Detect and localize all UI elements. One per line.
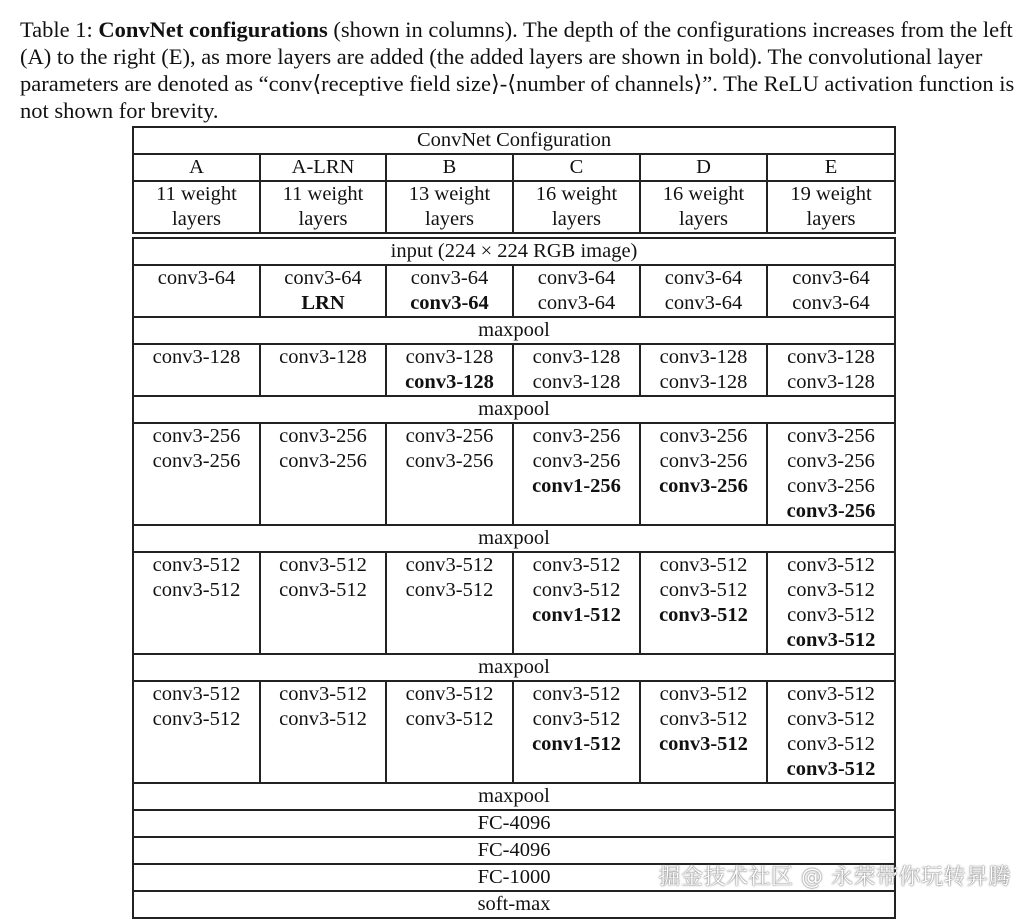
tail-row-cell-row xyxy=(133,891,895,918)
layer-cell xyxy=(640,423,767,525)
layer-cell xyxy=(640,552,767,654)
depth-text: 16 weight xyxy=(535,183,618,205)
depth-text: layers xyxy=(298,208,348,230)
depth-cell xyxy=(260,181,386,233)
layer-cell xyxy=(260,344,386,396)
layer-cell xyxy=(133,344,260,396)
layer-cell xyxy=(767,681,895,783)
layer: conv3-128 xyxy=(152,346,241,368)
layer-block-row xyxy=(133,265,895,317)
maxpool-row-cell-row xyxy=(133,654,895,681)
layer-cell xyxy=(260,681,386,783)
convnet-config-table xyxy=(132,126,896,919)
depth-text: 11 weight xyxy=(282,183,364,205)
layer-block-row xyxy=(133,552,895,654)
input-row-cell: input (224 × 224 RGB image) xyxy=(133,238,895,265)
table-header: ConvNet Configuration xyxy=(133,127,895,154)
maxpool-row-cell-row xyxy=(133,525,895,552)
tail-row-cell: FC-4096 xyxy=(133,810,895,837)
layer: conv3-64 xyxy=(410,267,489,289)
tail-row-cell: soft-max xyxy=(133,891,895,918)
added-layer: conv1-512 xyxy=(532,604,621,626)
maxpool-row-cell: maxpool xyxy=(133,783,895,810)
added-layer: LRN xyxy=(301,292,345,314)
layer-cell xyxy=(386,423,513,525)
layer: conv3-64 xyxy=(157,267,236,289)
tail-row-cell-row xyxy=(133,810,895,837)
depth-text: layers xyxy=(425,208,474,230)
column-name: E xyxy=(767,154,895,181)
layer: conv3-512 xyxy=(787,604,875,626)
maxpool-row-cell-row xyxy=(133,783,895,810)
added-layer: conv3-512 xyxy=(659,604,748,626)
depth-cell xyxy=(513,181,640,233)
layer-cell xyxy=(513,265,640,317)
added-layer: conv3-256 xyxy=(786,500,876,522)
layer-cell xyxy=(767,344,895,396)
layer-cell xyxy=(640,265,767,317)
layer: conv3-256 xyxy=(405,450,494,472)
maxpool-row-cell-row xyxy=(133,317,895,344)
depth-cell xyxy=(386,181,513,233)
layer: conv3-256 xyxy=(279,425,367,447)
layer-cell xyxy=(513,344,640,396)
layer: conv3-128 xyxy=(659,346,748,368)
layer: conv3-512 xyxy=(787,579,875,601)
added-layer: conv3-512 xyxy=(786,758,876,780)
layer-cell xyxy=(133,265,260,317)
layer: conv3-512 xyxy=(405,579,494,601)
layer: conv3-256 xyxy=(787,475,875,497)
depth-row xyxy=(133,181,895,233)
layer: conv3-512 xyxy=(787,554,875,576)
added-layer: conv1-256 xyxy=(532,475,621,497)
maxpool-row-cell: maxpool xyxy=(133,396,895,423)
layer: conv3-256 xyxy=(659,425,748,447)
depth-text: layers xyxy=(552,208,601,230)
column-name: C xyxy=(513,154,640,181)
depth-cell xyxy=(767,181,895,233)
layer: conv3-512 xyxy=(532,683,621,705)
layer: conv3-128 xyxy=(787,346,875,368)
layer: conv3-256 xyxy=(787,425,875,447)
column-names-row xyxy=(133,154,895,181)
layer-cell xyxy=(640,681,767,783)
column-name: B xyxy=(386,154,513,181)
caption-prefix: Table 1: xyxy=(20,17,99,42)
input-row-cell-row xyxy=(133,238,895,265)
maxpool-row-cell: maxpool xyxy=(133,654,895,681)
added-layer: conv3-512 xyxy=(659,733,748,755)
layer-cell xyxy=(133,681,260,783)
depth-text: layers xyxy=(172,208,221,230)
layer: conv3-512 xyxy=(279,579,367,601)
depth-text: 11 weight xyxy=(156,183,237,205)
layer: conv3-512 xyxy=(152,683,241,705)
layer: conv3-64 xyxy=(792,267,870,289)
caption-title: ConvNet configurations xyxy=(98,17,328,42)
maxpool-row-cell-row xyxy=(133,396,895,423)
added-layer: conv3-512 xyxy=(786,629,876,651)
layer: conv3-512 xyxy=(787,683,875,705)
layer-block-row xyxy=(133,681,895,783)
depth-text: layers xyxy=(679,208,728,230)
layer: conv3-512 xyxy=(152,579,241,601)
layer: conv3-512 xyxy=(152,554,241,576)
layer: conv3-256 xyxy=(532,450,621,472)
layer: conv3-512 xyxy=(659,683,748,705)
added-layer: conv1-512 xyxy=(532,733,621,755)
column-name: A xyxy=(133,154,260,181)
layer-cell xyxy=(513,423,640,525)
layer: conv3-64 xyxy=(537,292,616,314)
layer-cell xyxy=(513,681,640,783)
layer: conv3-256 xyxy=(787,450,875,472)
layer: conv3-128 xyxy=(532,371,621,393)
layer: conv3-256 xyxy=(152,450,241,472)
layer: conv3-256 xyxy=(659,450,748,472)
column-name: D xyxy=(640,154,767,181)
layer-cell xyxy=(767,423,895,525)
layer: conv3-512 xyxy=(532,579,621,601)
caption-text: (shown in columns). The depth of the configurations increases from the left (A) to the right (E), as more layers are added (the added layers are shown in bold). The convolutional layer parameters are denoted as “conv⟨receptive field size⟩-⟨number of channels⟩”. The ReLU activation function is not shown for brevity. xyxy=(20,17,1015,123)
layer: conv3-512 xyxy=(279,554,367,576)
layer: conv3-512 xyxy=(532,708,621,730)
layer: conv3-512 xyxy=(532,554,621,576)
table-header-row xyxy=(133,127,895,154)
added-layer: conv3-64 xyxy=(410,292,489,314)
depth-text: layers xyxy=(806,208,856,230)
table-body xyxy=(133,127,895,918)
depth-text: 16 weight xyxy=(662,183,745,205)
maxpool-row-cell: maxpool xyxy=(133,525,895,552)
layer-cell xyxy=(260,552,386,654)
layer-cell xyxy=(640,344,767,396)
layer: conv3-512 xyxy=(659,708,748,730)
layer: conv3-256 xyxy=(152,425,241,447)
depth-cell xyxy=(640,181,767,233)
layer: conv3-512 xyxy=(405,554,494,576)
layer-cell xyxy=(767,265,895,317)
layer: conv3-512 xyxy=(787,733,875,755)
layer-cell xyxy=(133,423,260,525)
layer: conv3-256 xyxy=(405,425,494,447)
column-name: A-LRN xyxy=(260,154,386,181)
layer-cell xyxy=(260,265,386,317)
layer: conv3-512 xyxy=(279,683,367,705)
layer: conv3-512 xyxy=(659,554,748,576)
layer: conv3-512 xyxy=(405,708,494,730)
depth-cell xyxy=(133,181,260,233)
table-caption xyxy=(20,16,1020,124)
layer: conv3-512 xyxy=(279,708,367,730)
layer: conv3-512 xyxy=(405,683,494,705)
added-layer: conv3-128 xyxy=(405,371,494,393)
layer: conv3-128 xyxy=(659,371,748,393)
layer: conv3-64 xyxy=(664,267,743,289)
layer-cell xyxy=(260,423,386,525)
layer: conv3-64 xyxy=(284,267,362,289)
layer: conv3-128 xyxy=(787,371,875,393)
layer-cell xyxy=(513,552,640,654)
depth-text: 19 weight xyxy=(790,183,872,205)
layer-cell xyxy=(133,552,260,654)
layer: conv3-64 xyxy=(664,292,743,314)
layer-cell xyxy=(767,552,895,654)
depth-text: 13 weight xyxy=(408,183,491,205)
layer-cell xyxy=(386,681,513,783)
layer-cell xyxy=(386,552,513,654)
layer-block-row xyxy=(133,423,895,525)
added-layer: conv3-256 xyxy=(659,475,748,497)
watermark: 掘金技术社区 @ 永荣带你玩转昇腾 xyxy=(658,865,1011,890)
layer: conv3-64 xyxy=(792,292,870,314)
layer-block-row xyxy=(133,344,895,396)
tail-row-cell: FC-4096 xyxy=(133,837,895,864)
layer-cell xyxy=(386,344,513,396)
layer-cell xyxy=(386,265,513,317)
tail-row-cell: FC-1000 xyxy=(133,864,895,891)
layer: conv3-256 xyxy=(279,450,367,472)
layer: conv3-512 xyxy=(659,579,748,601)
layer: conv3-512 xyxy=(152,708,241,730)
layer: conv3-128 xyxy=(405,346,494,368)
layer: conv3-256 xyxy=(532,425,621,447)
layer: conv3-128 xyxy=(532,346,621,368)
maxpool-row-cell: maxpool xyxy=(133,317,895,344)
layer: conv3-128 xyxy=(279,346,367,368)
layer: conv3-64 xyxy=(537,267,616,289)
layer: conv3-512 xyxy=(787,708,875,730)
